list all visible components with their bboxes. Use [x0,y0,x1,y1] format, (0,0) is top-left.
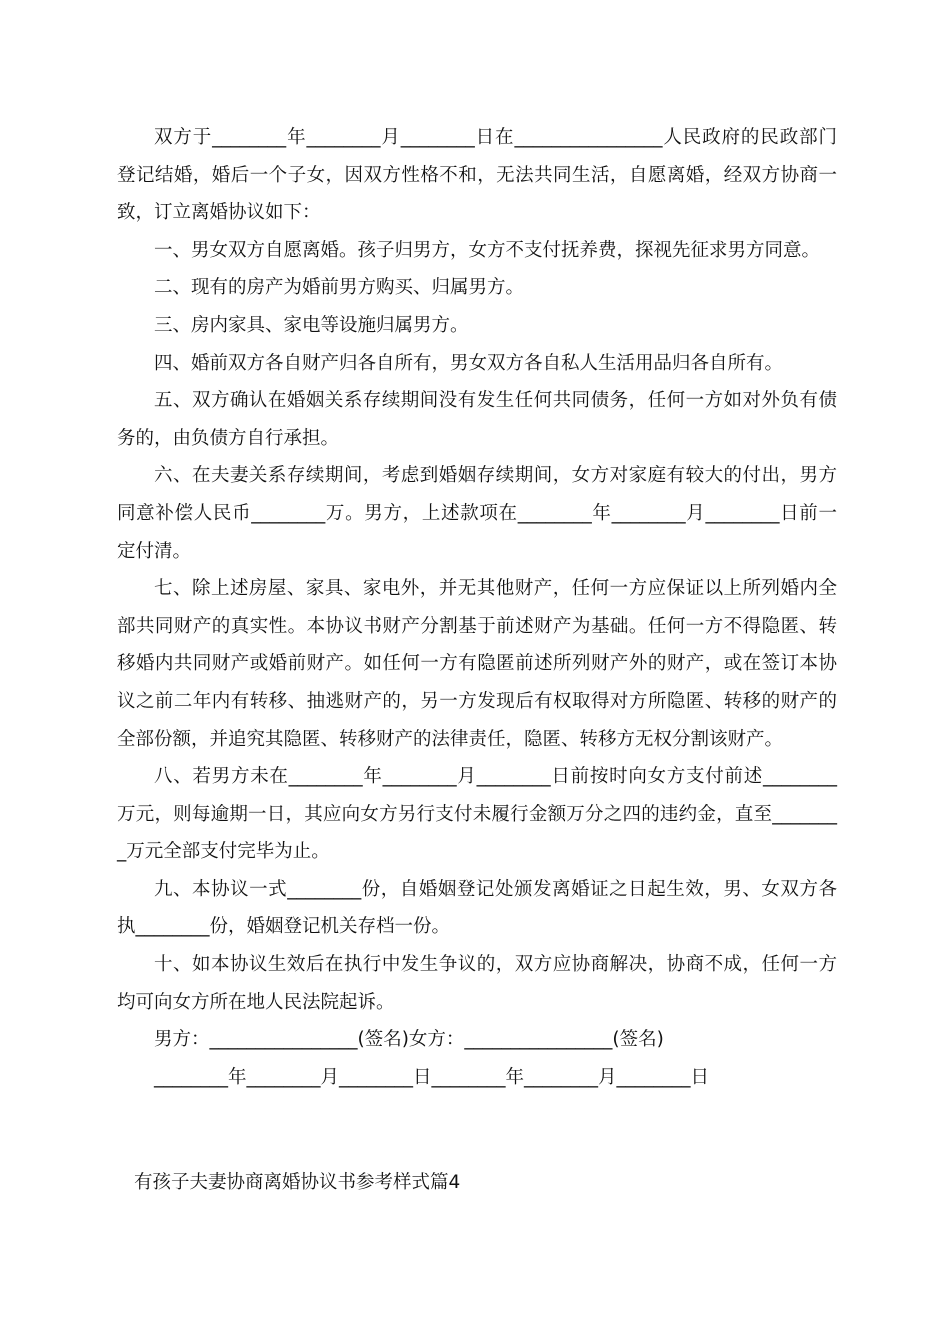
next-section-heading: 有孩子夫妻协商离婚协议书参考样式篇4 [134,1172,461,1193]
intro-paragraph: 双方于________年________月________日在________________人民政府的民政部门登记结婚，婚后一个子女，因双方性格不和，无法共同生活，自愿离婚，经双方协商一致，订立离婚协议如下： [117,127,837,224]
clause-4: 四、婚前双方各自财产归各自所有，男女双方各自私人生活用品归各自所有。 [154,352,784,374]
clause-7: 七、除上述房屋、家具、家电外，并无其他财产，任何一方应保证以上所列婚内全部共同财产的真实性。本协议书财产分割基于前述财产为基础。任何一方不得隐匿、转移婚内共同财产或婚前财产。如任何一方有隐匿前述所列财产外的财产，或在签订本协议之前二年内有转移、抽逃财产的，另一方发现后有权取得对方所隐匿、转移的财产的全部份额，并追究其隐匿、转移财产的法律责任，隐匿、转移方无权分割该财产。 [117,578,837,750]
signature-line: 男方：________________(签名)女方：________________(签名) [154,1029,664,1051]
clause-1: 一、男女双方自愿离婚。孩子归男方，女方不支付抚养费，探视先征求男方同意。 [154,239,821,261]
clause-9: 九、本协议一式________份，自婚姻登记处颁发离婚证之日起生效，男、女双方各执________份，婚姻登记机关存档一份。 [117,878,837,938]
clause-10: 十、如本协议生效后在执行中发生争议的，双方应协商解决，协商不成，任何一方均可向女方所在地人民法院起诉。 [117,954,837,1013]
date-line: ________年________月________日________年________月________日 [154,1066,710,1088]
clause-2: 二、现有的房产为婚前男方购买、归属男方。 [154,277,525,299]
clause-8: 八、若男方未在________年________月________日前按时向女方支付前述________万元，则每逾期一日，其应向女方另行支付未履行金额万分之四的违约金，直至________万元全部支付完毕为止。 [117,766,837,863]
clause-5: 五、双方确认在婚姻关系存续期间没有发生任何共同债务，任何一方如对外负有债务的，由负债方自行承担。 [117,390,837,449]
agreement-body [117,119,837,1096]
clause-3: 三、房内家具、家电等设施归属男方。 [154,314,469,336]
clause-6: 六、在夫妻关系存续期间，考虑到婚姻存续期间，女方对家庭有较大的付出，男方同意补偿人民币________万。男方，上述款项在________年________月________日前一定付清。 [117,465,837,562]
